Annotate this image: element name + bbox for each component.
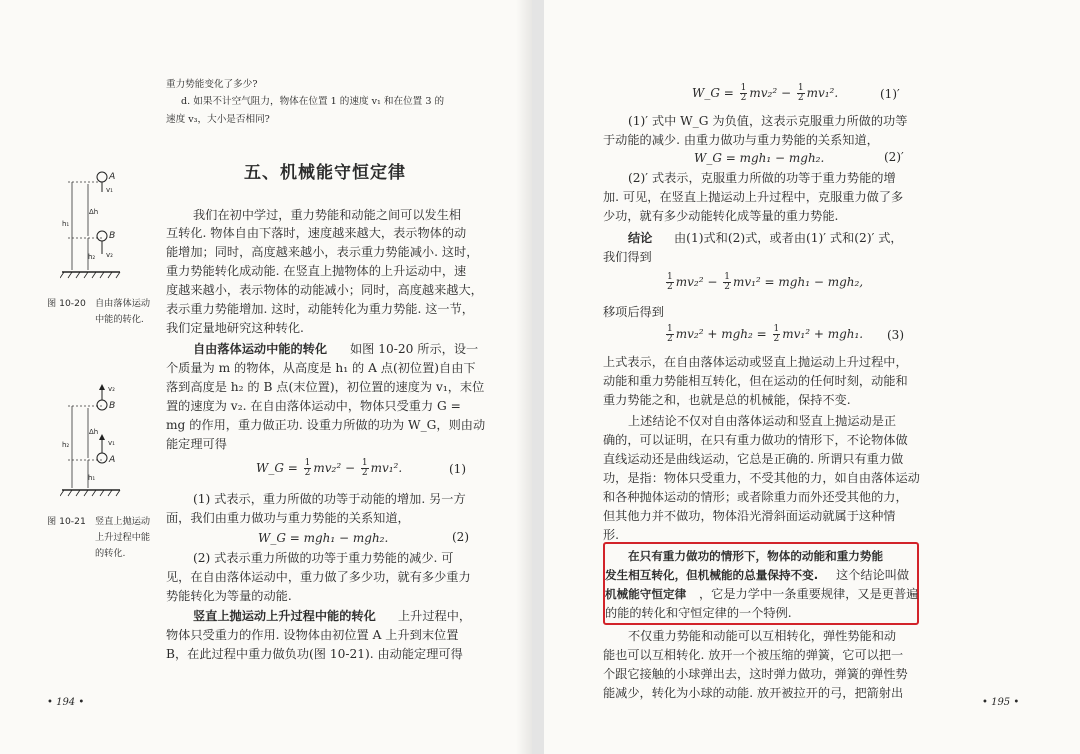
law-statement: 在只有重力做功的情形下，物体的动能和重力势能 (628, 549, 884, 563)
figure-caption: 竖直上抛运动 (95, 516, 151, 527)
para-line: (1)′ 式中 W_G 为负值，这表示克服重力所做的功等 (628, 114, 908, 128)
eq-text: mv₂² − (675, 275, 718, 289)
eq-text: mv₁² + mgh₁. (782, 327, 864, 341)
equation-3 (664, 325, 863, 344)
para-line: 由(1)式和(2)式，或者由(1)′ 式和(2)′ 式， (674, 231, 903, 245)
subheading-vertical-throw: 竖直上抛运动上升过程中能的转化 (193, 609, 376, 623)
fraction (304, 459, 312, 478)
para-line: 个质量为 m 的物体，从高度是 h₁ 的 A 点(初位置)自由下 (166, 361, 476, 375)
para-line: 于动能的减少. 由重力做功与重力势能的关系知道， (603, 133, 879, 147)
figure-caption-number: 图 10-21 (47, 516, 86, 527)
frac-den: 2 (667, 282, 673, 292)
frac-den: 2 (361, 468, 368, 478)
para-line: 势能转化为等量的动能. (166, 589, 292, 603)
fig-label: h₁ (88, 474, 96, 482)
equation-number: (2) (452, 530, 469, 544)
fig-label: v₂ (106, 251, 113, 259)
figure-caption: 中能的转化. (95, 314, 144, 325)
law-statement: 发生相互转化，但机械能的总量保持不变. (605, 568, 819, 582)
para-line: (2) 式表示重力所做的功等于重力势能的减少. 可 (193, 551, 454, 565)
para-line: 形. (603, 528, 620, 542)
left-page (0, 0, 532, 754)
section-title: 五、机械能守恒定律 (244, 163, 406, 183)
frac-num: 1 (667, 272, 673, 282)
para-line: 如图 10-20 所示，设一 (350, 342, 479, 356)
para-line: B，在此过程中重力做负功(图 10-21). 由动能定理可得 (166, 647, 463, 661)
equation-number: (2)′ (884, 150, 904, 164)
fig-label: v₂ (108, 385, 115, 393)
intro-line: 重力势能转化成动能. 在竖直上抛物体的上升运动中，速 (166, 264, 467, 278)
eq-text: mv₂² + mgh₂ = (675, 327, 767, 341)
frac-den: 2 (724, 282, 730, 292)
para-line: (2)′ 式表示，克服重力所做的功等于重力势能的增 (628, 171, 896, 185)
eq-text: mv₂² − (749, 86, 792, 100)
fraction (666, 325, 674, 344)
para-line: 但其他力并不做功，物体沿光滑斜面运动就属于这种情 (603, 509, 896, 523)
fig-label: v₁ (108, 439, 115, 447)
para-line: 少功，就有多少动能转化成等量的重力势能. (603, 209, 839, 223)
fig-label: A (109, 454, 116, 465)
exercise-line: d. 如果不计空气阻力，物体在位置 1 的速度 v₁ 和在位置 3 的 (181, 96, 445, 107)
para-line: 物体只受重力的作用. 设物体由初位置 A 上升到末位置 (166, 628, 459, 642)
frac-num: 1 (724, 272, 730, 282)
equation-2: W_G = mgh₁ − mgh₂. (258, 531, 389, 545)
para-line: 上述结论不仅对自由落体运动和竖直上抛运动是正 (628, 414, 897, 428)
law-name: 机械能守恒定律 (605, 587, 687, 601)
fig-label: h₂ (88, 253, 96, 261)
page-number: • 195 • (982, 697, 1020, 708)
para-line: 和各种抛体运动的情形；或者除重力而外还受其他的力， (603, 490, 908, 504)
frac-num: 1 (773, 324, 780, 334)
frac-num: 1 (361, 458, 368, 468)
para-line: 面，我们由重力做功与重力势能的关系知道， (166, 511, 410, 525)
para-line: 我们得到 (603, 250, 652, 264)
para-line: ，它是力学中一条重要规律，又是更普遍 (699, 587, 919, 601)
eq-text: mv₁² = mgh₁ − mgh₂, (732, 275, 864, 289)
eq-text: W_G = (256, 461, 298, 475)
fig-label: B (109, 400, 116, 411)
para-line: 能定理可得 (166, 437, 227, 451)
frac-num: 1 (797, 83, 804, 93)
fig-label: v₁ (106, 186, 113, 194)
frac-num: 1 (740, 83, 747, 93)
fraction (740, 84, 748, 103)
page-number: • 194 • (47, 697, 85, 708)
intro-line: 能增加；同时，高度越来越小，表示重力势能减小. 这时， (166, 245, 479, 259)
para-line: 上升过程中， (398, 609, 472, 623)
para-line: 不仅重力势能和动能可以互相转化，弹性势能和动 (628, 629, 897, 643)
para-line: 确的，可以证明，在只有重力做功的情形下，不论物体做 (603, 433, 908, 447)
frac-num: 1 (304, 458, 311, 468)
frac-den: 2 (773, 334, 780, 344)
equation-2-prime: W_G = mgh₁ − mgh₂. (694, 151, 825, 165)
para-line: 能减少，转化为小球的动能. 放开被拉开的弓，把箭射出 (603, 686, 904, 700)
para-line: 移项后得到 (603, 305, 664, 319)
para-line: 见，在自由落体运动中，重力做了多少功，就有多少重力 (166, 570, 471, 584)
fig-label: h₁ (62, 220, 70, 228)
fraction (797, 84, 805, 103)
para-line: 加. 可见，在竖直上抛运动上升过程中，克服重力做了多 (603, 190, 904, 204)
equation-conclusion (664, 273, 863, 292)
figure-caption-number: 图 10-20 (47, 298, 86, 309)
para-line: 动能和重力势能相互转化，但在运动的任何时刻，动能和 (603, 374, 908, 388)
figure-caption: 上升过程中能 (95, 532, 151, 543)
right-page (544, 0, 1080, 754)
eq-text: mv₂² − (313, 461, 356, 475)
fig-label: Δh (89, 208, 99, 216)
para-line: 置的速度为 v₂. 在自由落体运动中，物体只受重力 G = (166, 399, 461, 413)
intro-line: 表示重力势能增加. 这时，动能转化为重力势能. 这一节， (166, 302, 474, 316)
subheading-free-fall: 自由落体运动中能的转化 (193, 342, 328, 356)
intro-line: 我们定量地研究这种转化. (166, 321, 304, 335)
fig-label: h₂ (62, 441, 70, 449)
fraction (723, 273, 731, 292)
para-line: 能也可以互相转化. 放开一个被压缩的弹簧，它可以把一 (603, 648, 904, 662)
equation-number: (1)′ (880, 87, 900, 101)
para-line: 这个结论叫做 (836, 568, 910, 582)
exercise-line: 重力势能变化了多少? (166, 79, 258, 90)
frac-den: 2 (304, 468, 311, 478)
intro-line: 我们在初中学过，重力势能和动能之间可以发生相 (193, 208, 462, 222)
para-line: 落到高度是 h₂ 的 B 点(末位置)，初位置的速度为 v₁，末位 (166, 380, 485, 394)
para-line: 重力势能之和，也就是总的机械能，保持不变. (603, 393, 851, 407)
para-line: 直线运动还是曲线运动，它总是正确的. 所谓只有重力做 (603, 452, 904, 466)
conclusion-label: 结论 (628, 231, 653, 245)
exercise-line: 速度 v₃，大小是否相同? (166, 114, 270, 125)
para-line: 功，是指：物体只受重力，不受其他的力，如自由落体运动 (603, 471, 920, 485)
fig-label: A (109, 171, 116, 182)
para-line: (1) 式表示，重力所做的功等于动能的增加. 另一方 (193, 492, 466, 506)
equation-number: (1) (449, 462, 466, 476)
equation-1-prime (692, 84, 838, 103)
frac-den: 2 (740, 93, 747, 103)
equation-1 (256, 459, 402, 478)
fig-label: B (109, 230, 116, 241)
equation-number: (3) (887, 328, 904, 342)
fraction (361, 459, 369, 478)
eq-text: mv₁². (370, 461, 403, 475)
para-line: 上式表示，在自由落体运动或竖直上抛运动上升过程中， (603, 355, 908, 369)
frac-den: 2 (797, 93, 804, 103)
intro-line: 度越来越小，表示物体的动能减小；同时，高度越来越大， (166, 283, 483, 297)
frac-num: 1 (667, 324, 673, 334)
eq-text: W_G = (692, 86, 734, 100)
fraction (666, 273, 674, 292)
fig-label: Δh (89, 428, 99, 436)
frac-den: 2 (667, 334, 673, 344)
intro-line: 互转化. 物体自由下落时，速度越来越大，表示物体的动 (166, 226, 467, 240)
fraction (773, 325, 781, 344)
spine-shadow (516, 0, 532, 754)
eq-text: mv₁². (806, 86, 839, 100)
figure-caption: 自由落体运动 (95, 298, 151, 309)
para-line: mg 的作用，重力做正功. 设重力所做的功为 W_G，则由动 (166, 418, 486, 432)
para-line: 的能的转化和守恒定律的一个特例. (605, 606, 792, 620)
figure-caption: 的转化. (95, 548, 126, 559)
para-line: 个跟它接触的小球弹出去，这时弹力做功，弹簧的弹性势 (603, 667, 908, 681)
